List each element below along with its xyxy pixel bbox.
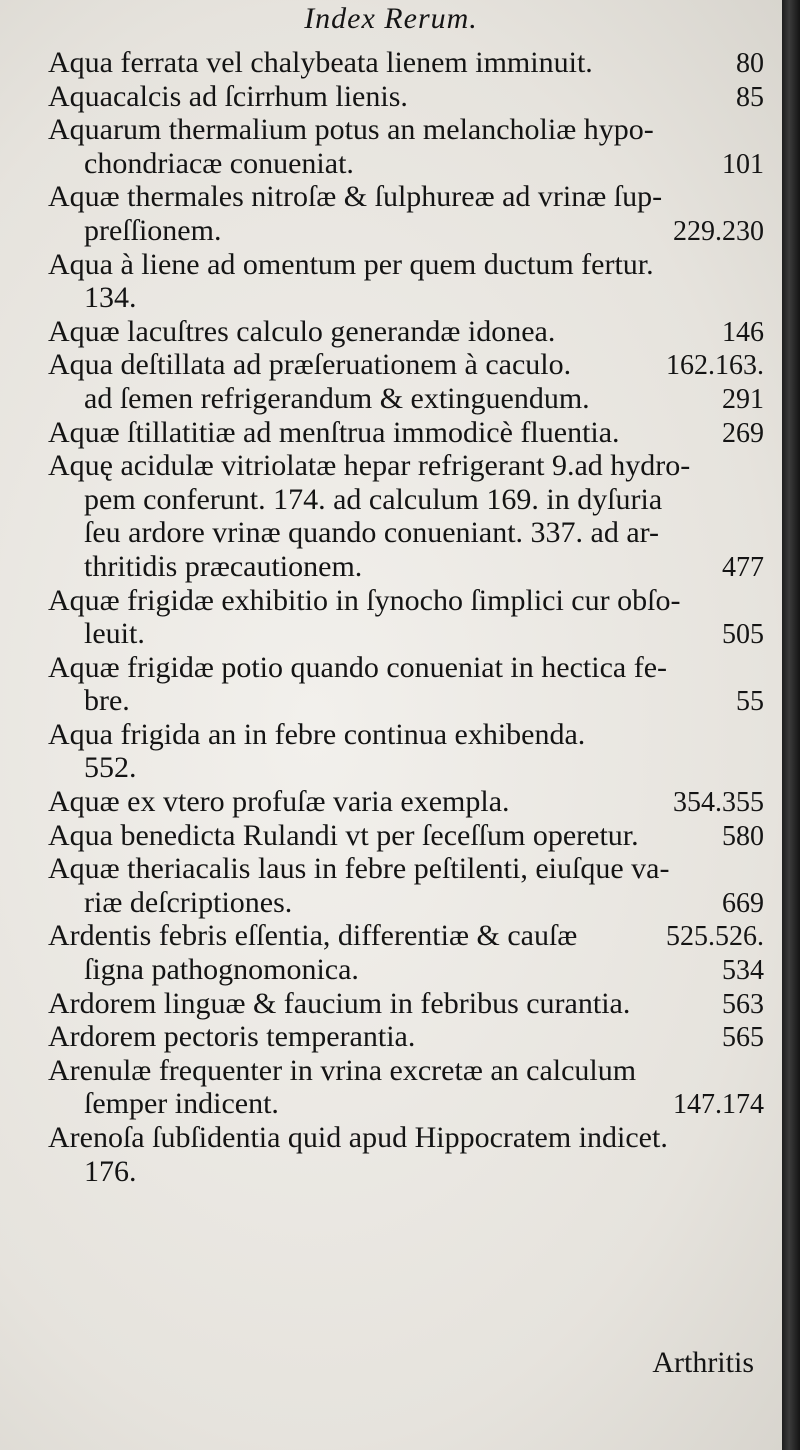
entry-line [48,785,764,819]
entry-line [48,416,764,450]
entry-line [48,718,764,752]
entry-text: ſigna pathognomonica. [84,953,359,987]
entry-text: Aquę acidulæ vitriolatæ hepar refrigerant 9.ad hydro- [48,449,691,483]
index-entry [48,1054,764,1121]
entry-text: preſſionem. [84,213,222,247]
page-reference: 269 [722,417,764,449]
entry-text: Aquacalcis ad ſcirrhum lienis. [48,79,408,113]
page-reference: 162.163. [666,350,764,382]
index-entry [48,348,764,415]
entry-line [48,180,764,214]
page-reference: 229.230 [673,215,764,247]
page-reference: 291 [722,383,764,415]
entry-line [48,449,764,483]
index-entry [48,449,764,583]
entry-text: Aqua ferrata vel chalybeata lienem imminuit. [48,46,593,79]
index-entry [48,113,764,180]
page-reference: 525.526. [666,921,764,953]
entry-text: riæ deſcriptiones. [84,885,293,919]
index-entry [48,987,764,1021]
page-reference: 669 [722,887,764,919]
page-reference: 80 [736,48,764,79]
entry-line [48,1020,764,1054]
entry-continuation-line [48,483,764,517]
entry-text: Aquæ lacuſtres calculo generandæ idonea. [48,314,556,348]
index-entry [48,248,764,315]
page-edge-shadow [782,0,800,1450]
entry-text: leuit. [84,617,145,651]
entry-text: pem conferunt. 174. ad calculum 169. in dyſuria [84,482,663,516]
entry-text: Aqua frigida an in febre continua exhibenda. [48,717,586,751]
page-reference: 55 [736,686,764,718]
entry-continuation-line [48,1155,764,1189]
entry-continuation-line [48,382,764,416]
entry-text: Arenulæ frequenter in vrina excretæ an calculum [48,1053,637,1087]
entry-text: ſeu ardore vrinæ quando conueniant. 337. ad ar- [84,516,660,550]
page-reference: 147.174 [673,1089,764,1121]
entry-text: Aquæ thermales nitroſæ & ſulphureæ ad vrinæ ſup- [48,180,663,214]
index-entry [48,315,764,349]
page-reference: 505 [722,619,764,651]
entry-text: Aquæ frigidæ exhibitio in ſynocho ſimplici cur obſo- [48,583,681,617]
page-reference: 563 [722,988,764,1020]
entry-continuation-line [48,550,764,584]
running-header: Index Rerum. [304,2,478,35]
entry-text: Aquæ ex vtero profuſæ varia exempla. [48,785,510,819]
entry-text: 176. [84,1154,137,1188]
entry-text: ſemper indicent. [84,1087,279,1121]
entry-text: Ardorem linguæ & faucium in febribus curantia. [48,986,631,1020]
page-reference: 85 [736,81,764,113]
entry-line [48,987,764,1021]
index-entry [48,1121,764,1188]
entry-line [48,113,764,147]
entry-text: Aquæ ſtillatitiæ ad menſtrua immodicè fluentia. [48,415,620,449]
index-entry [48,80,764,114]
entry-line [48,348,764,382]
entry-line [48,80,764,114]
index-entry [48,852,764,919]
entry-line [48,651,764,685]
page-reference: 534 [722,955,764,987]
entry-text: 134. [84,281,137,315]
index-entry [48,416,764,450]
index-entry [48,180,764,247]
index-entry [48,919,764,986]
entry-line [48,1054,764,1088]
entry-continuation-line [48,617,764,651]
page-reference: 565 [722,1022,764,1054]
entry-continuation-line [48,886,764,920]
index-entry [48,718,764,785]
index-entry [48,1020,764,1054]
page-reference: 101 [722,148,764,180]
entry-line [48,919,764,953]
entry-text: Ardorem pectoris temperantia. [48,1020,416,1054]
entry-line [48,584,764,618]
entry-text: Arenoſa ſubſidentia quid apud Hippocratem indicet. [48,1121,668,1154]
entry-text: Ardentis febris eſſentia, differentiæ & cauſæ [48,919,578,953]
entry-line [48,1121,764,1155]
entry-continuation-line [48,281,764,315]
entry-text: Aqua deſtillata ad præſeruationem à caculo. [48,348,572,382]
index-entry [48,785,764,819]
index-entry [48,584,764,651]
entry-line [48,819,764,853]
entry-text: Aqua à liene ad omentum per quem ductum fertur. [48,247,654,281]
entry-continuation-line [48,147,764,181]
page-reference: 477 [722,551,764,583]
index-entry [48,651,764,718]
index-entry [48,819,764,853]
entry-text: Aquæ frigidæ potio quando conueniat in hectica fe- [48,650,667,684]
entry-text: 552. [84,751,137,785]
page-reference: 146 [722,316,764,348]
entry-text: Aquarum thermalium potus an melancholiæ hypo- [48,113,654,147]
page-reference: 580 [722,820,764,852]
entry-continuation-line [48,1087,764,1121]
entry-text: bre. [84,684,130,718]
entry-continuation-line [48,516,764,550]
entry-text: thritidis præcautionem. [84,549,363,583]
entry-text: Aqua benedicta Rulandi vt per ſeceſſum operetur. [48,818,639,852]
entry-line [48,46,764,80]
entry-text: ad ſemen refrigerandum & extinguendum. [84,381,590,415]
entry-line [48,315,764,349]
index-entries [48,46,764,1188]
entry-continuation-line [48,953,764,987]
entry-line [48,852,764,886]
catchword: Arthritis [652,1346,754,1379]
entry-line [48,248,764,282]
page-reference: 354.355 [673,787,764,819]
entry-text: Aquæ theriacalis laus in febre peſtilenti, eiuſque va- [48,852,670,886]
entry-continuation-line [48,751,764,785]
index-entry [48,46,764,80]
entry-continuation-line [48,684,764,718]
entry-continuation-line [48,214,764,248]
entry-text: chondriacæ conueniat. [84,146,354,180]
